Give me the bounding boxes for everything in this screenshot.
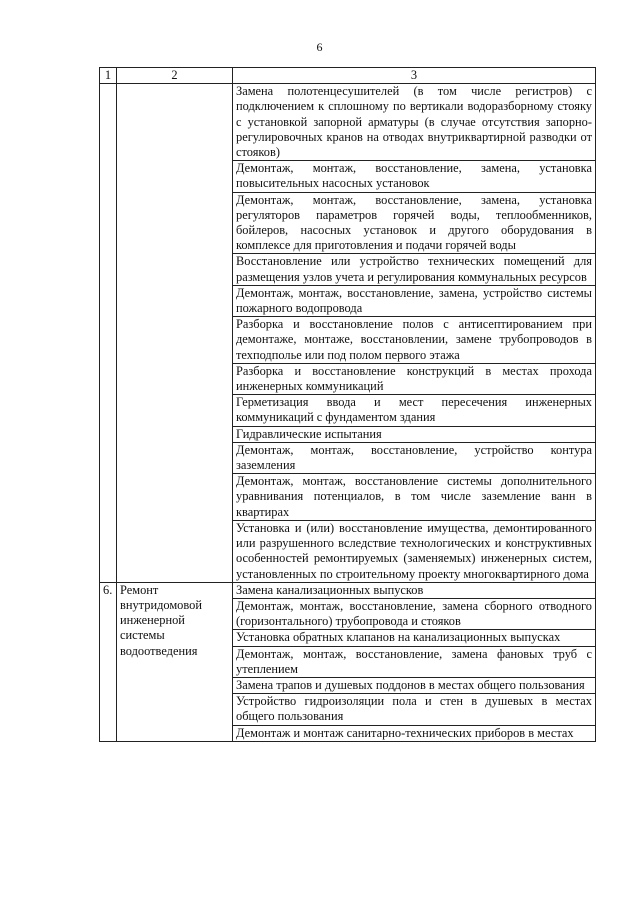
table-row xyxy=(100,582,596,598)
work-description: Демонтаж, монтаж, восстановление, замена сборного отводного (горизонтального) трубопровода и стояков xyxy=(233,598,596,629)
item-number: 6. xyxy=(100,582,117,741)
work-description: Демонтаж, монтаж, восстановление, замена, установка регуляторов параметров горячей воды, теплообменников, бойлеров, насосных установок и другого оборудования в комплексе для приготовления и подачи горячей воды xyxy=(233,192,596,254)
work-description: Демонтаж, монтаж, восстановление, замена, устройство системы пожарного водопровода xyxy=(233,285,596,316)
work-description: Замена трапов и душевых поддонов в местах общего пользования xyxy=(233,677,596,693)
column-header-1: 1 xyxy=(100,68,117,84)
work-description: Демонтаж, монтаж, восстановление, замена, установка повысительных насосных установок xyxy=(233,161,596,192)
work-description: Восстановление или устройство технических помещений для размещения узлов учета и регулирования коммунальных ресурсов xyxy=(233,254,596,285)
work-description: Герметизация ввода и мест пересечения инженерных коммуникаций с фундаментом здания xyxy=(233,395,596,426)
work-description: Демонтаж, монтаж, восстановление, замена фановых труб с утеплением xyxy=(233,646,596,677)
work-description: Разборка и восстановление конструкций в местах прохода инженерных коммуникаций xyxy=(233,363,596,394)
work-description: Устройство гидроизоляции пола и стен в душевых в местах общего пользования xyxy=(233,694,596,725)
works-table xyxy=(99,67,596,742)
work-description: Демонтаж, монтаж, восстановление, устройство контура заземления xyxy=(233,442,596,473)
system-name: Ремонт внутридомовой инженерной системы водоотведения xyxy=(117,582,233,741)
work-description: Установка обратных клапанов на канализационных выпусках xyxy=(233,630,596,646)
work-description: Демонтаж и монтаж санитарно-технических приборов в местах xyxy=(233,725,596,741)
work-description: Установка и (или) восстановление имущества, демонтированного или разрушенного вследствие технологических и конструктивных особенностей ремонтируемых (заменяемых) инженерных систем, установленных по строительному проекту многоквартирного дома xyxy=(233,520,596,582)
work-description: Замена канализационных выпусков xyxy=(233,582,596,598)
work-description: Замена полотенцесушителей (в том числе регистров) с подключением к сплошному по вертикали водоразборному стояку с установкой запорной арматуры (в случае отсутствия запорно-регулировочных кранов на отводах внутриквартирной разводки от стояков) xyxy=(233,84,596,161)
column-header-2: 2 xyxy=(117,68,233,84)
page-number: 6 xyxy=(316,40,323,54)
work-description: Разборка и восстановление полов с антисептированием при демонтаже, монтаже, восстановлении, замене трубопроводов в техподполье или под полом первого этажа xyxy=(233,317,596,364)
column-header-3: 3 xyxy=(233,68,596,84)
table-row xyxy=(100,84,596,161)
work-description: Демонтаж, монтаж, восстановление системы дополнительного уравнивания потенциалов, в том числе заземление ванн в квартирах xyxy=(233,474,596,521)
item-number xyxy=(100,84,117,583)
header-row xyxy=(100,68,596,84)
system-name xyxy=(117,84,233,583)
work-description: Гидравлические испытания xyxy=(233,426,596,442)
